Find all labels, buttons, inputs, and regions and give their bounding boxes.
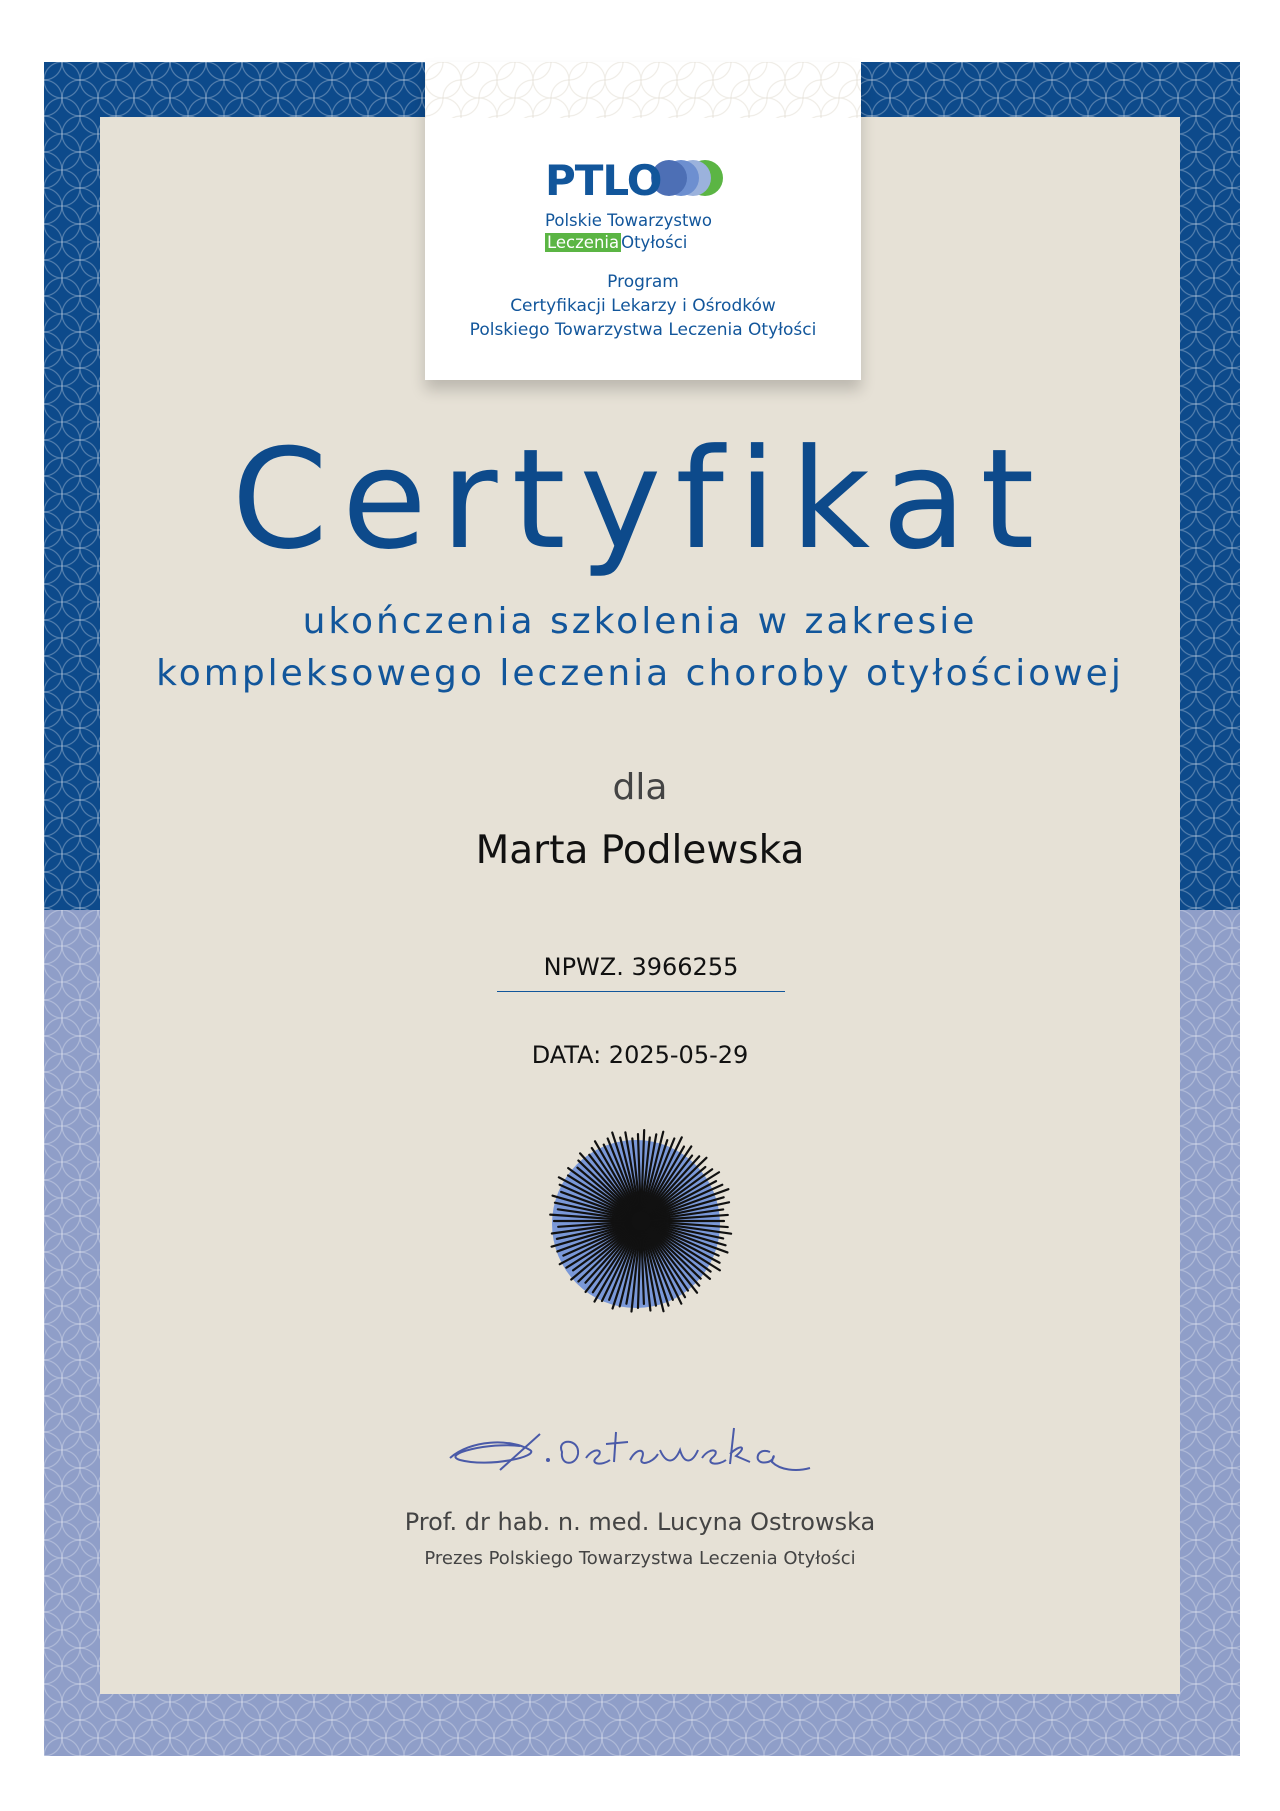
logo-org-line2-rest: Otyłości [621,233,688,252]
certificate-date: DATA: 2025-05-29 [531,1041,749,1069]
logo-wordmark: PTLO [545,156,662,205]
starburst-seal-icon [540,1120,742,1322]
program-description [425,270,861,342]
subtitle-line1: ukończenia szkolenia w zakresie [302,601,978,642]
certificate-title: Certyfikat [231,419,1049,580]
for-label: dla [612,767,668,808]
program-line2: Certyfikacji Lekarzy i Ośrodków [510,296,776,316]
signer-name: Prof. dr hab. n. med. Lucyna Ostrowska [404,1508,876,1536]
certificate-subtitle [0,596,1280,700]
subtitle-line2: kompleksowego leczenia choroby otyłościowej [156,653,1124,694]
logo-card-pattern [425,62,861,118]
npwz-number: NPWZ. 3966255 [497,953,785,992]
program-line1: Program [607,272,679,292]
ptlo-logo [545,146,755,264]
logo-org-highlight: Leczenia [547,233,620,252]
recipient-name: Marta Podlewska [475,828,805,873]
program-line3: Polskiego Towarzystwa Leczenia Otyłości [469,320,817,340]
logo-org-line2 [545,232,755,254]
logo-org-line1: Polskie Towarzystwo [545,211,713,230]
handwritten-signature [430,1410,820,1480]
signer-role: Prezes Polskiego Towarzystwa Leczenia Otyłości [424,1548,856,1569]
logo-card [425,62,861,380]
logo-org-name [545,210,755,254]
